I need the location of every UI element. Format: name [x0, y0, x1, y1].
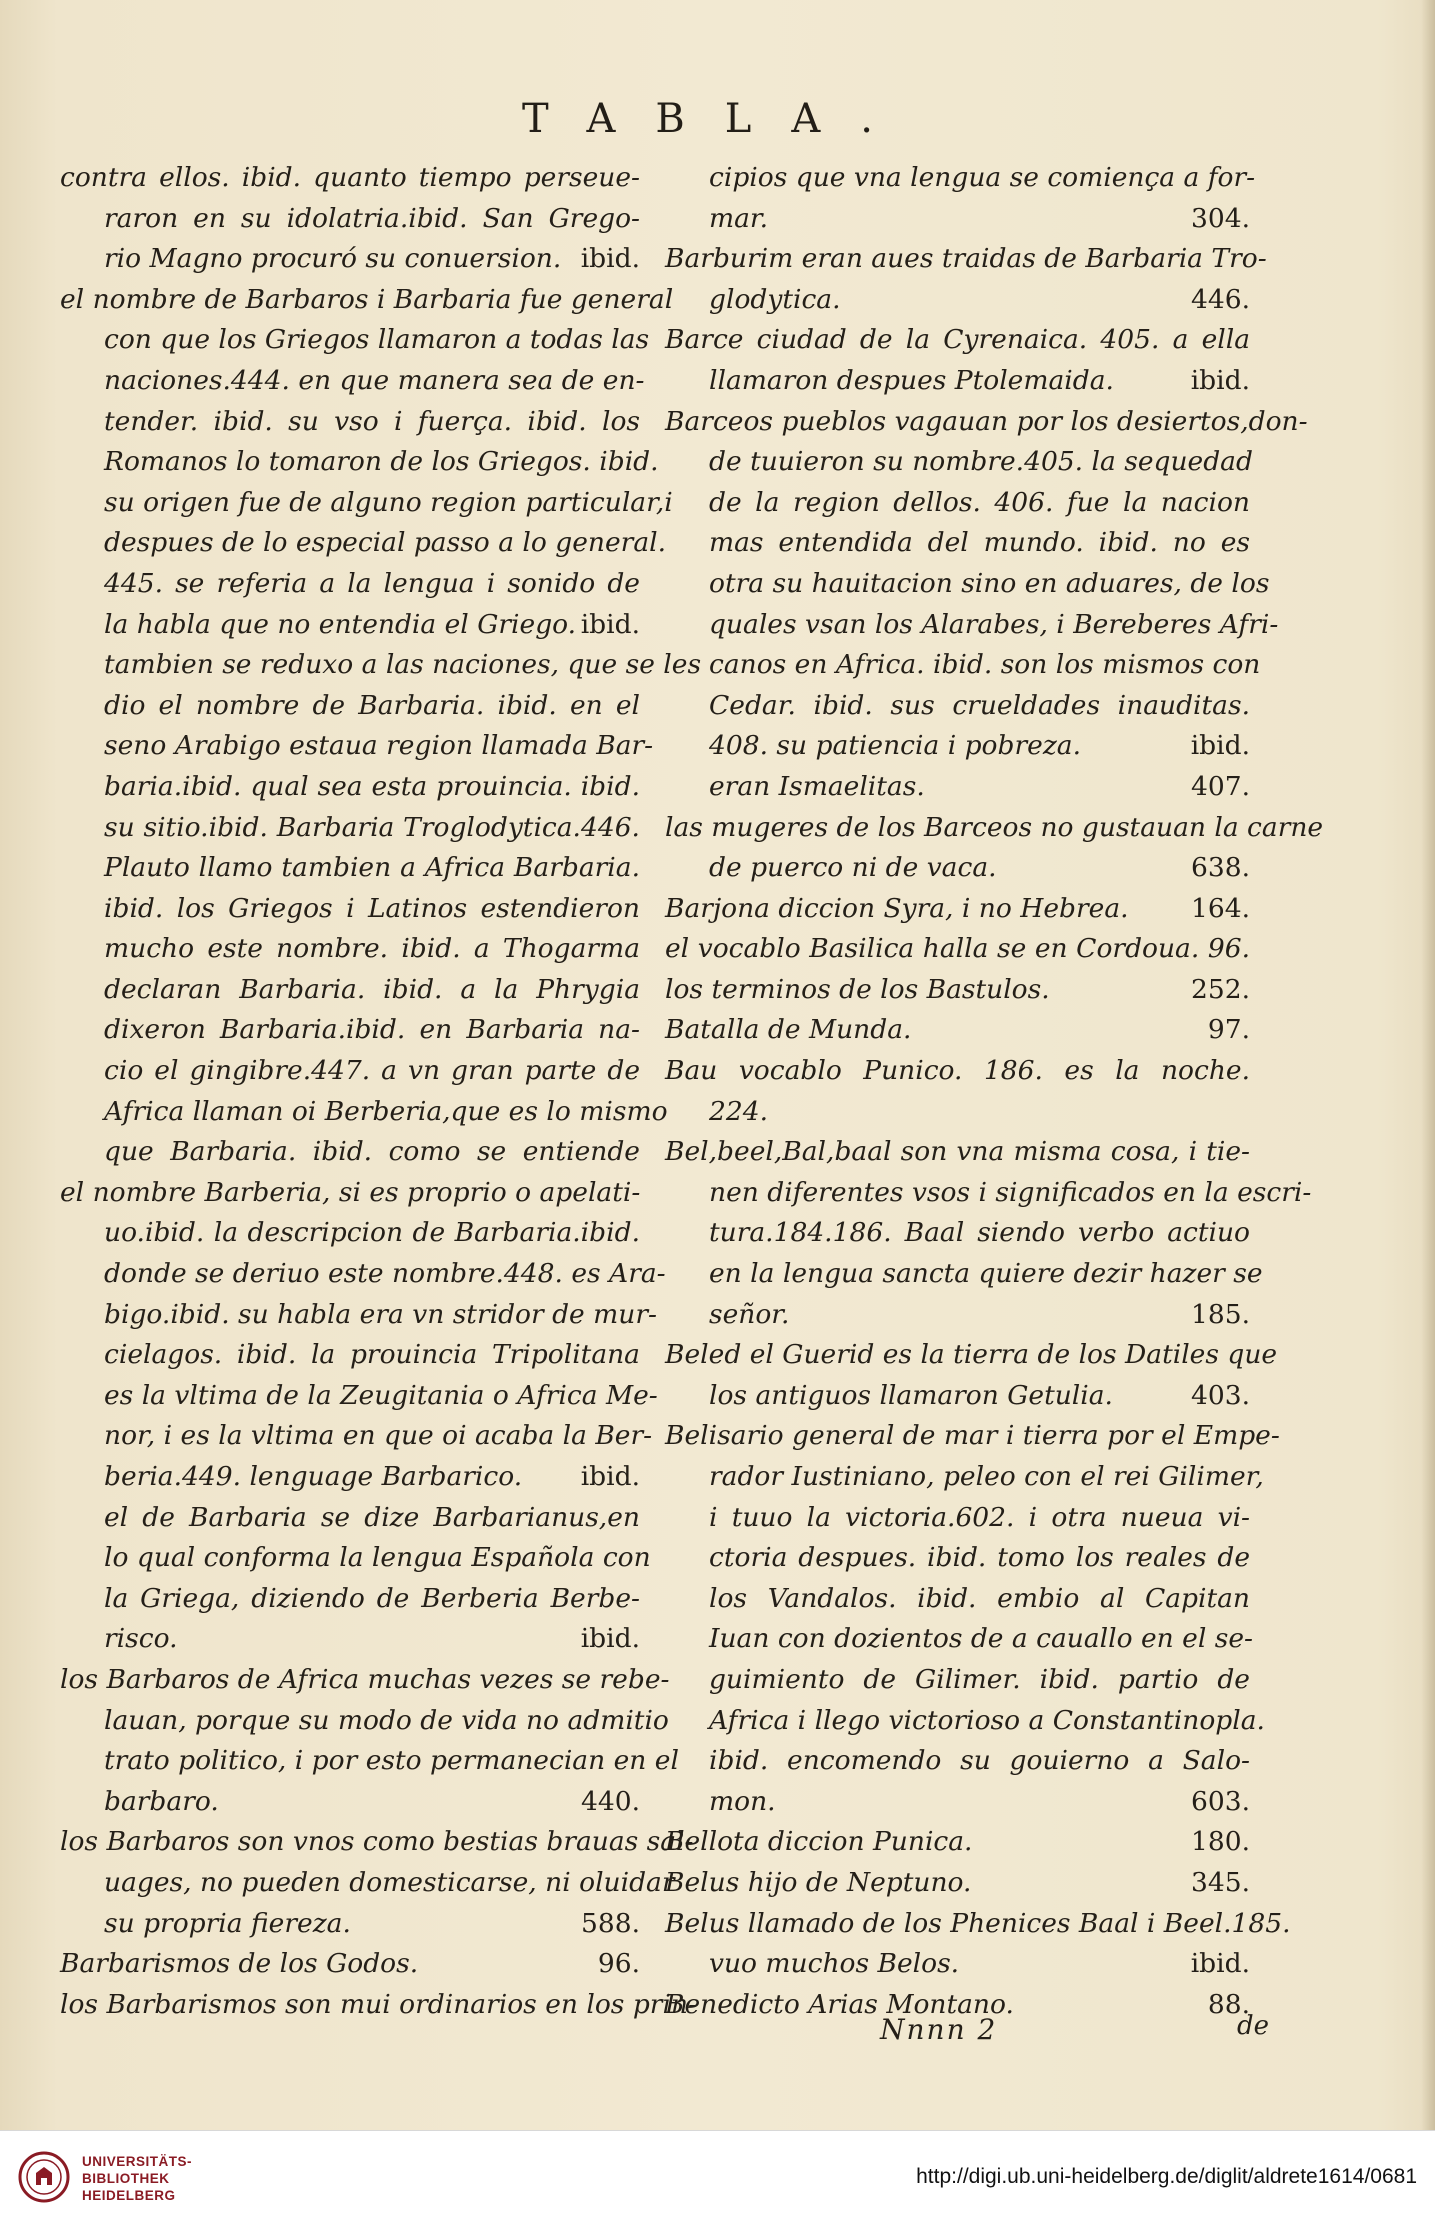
left-column-line: cielagos. ibid. la prouincia Tripolitana — [104, 1339, 640, 1371]
right-column-line: en la lengua sancta quiere dezir hazer se — [709, 1258, 1263, 1290]
left-column-line: que Barbaria. ibid. como se entiende — [104, 1136, 640, 1168]
right-column-line: Belus hijo de Neptuno. 345. — [665, 1866, 1250, 1898]
right-column-line: de tuuieron su nombre.405. la sequedad — [709, 446, 1253, 478]
left-column-line: barbaro. 440. — [104, 1785, 640, 1817]
right-column-line: quales vsan los Alarabes, i Bereberes Afri- — [709, 608, 1279, 640]
left-column-line: los Barbaros son vnos como bestias brauas sal- — [60, 1826, 694, 1858]
right-column-line: Barceos pueblos vagauan por los desiertos,don- — [665, 405, 1308, 437]
right-column-line: señor. 185. — [709, 1298, 1250, 1330]
right-column-line: Barjona diccion Syra, i no Hebrea. 164. — [665, 892, 1250, 924]
left-column-line: donde se deriuo este nombre.448. es Ara- — [104, 1258, 666, 1290]
right-column-line: mon. 603. — [709, 1785, 1250, 1817]
page-header-title: TABLA. — [522, 96, 913, 142]
left-column-line: dixeron Barbaria.ibid. en Barbaria na- — [104, 1014, 640, 1046]
left-column-line: el nombre de Barbaros i Barbaria fue general — [60, 283, 674, 315]
left-column-line: Barbarismos de los Godos. 96. — [60, 1948, 640, 1980]
left-column-line: tender. ibid. su vso i fuerça. ibid. los — [104, 405, 640, 437]
logo-line-3: HEIDELBERG — [82, 2188, 176, 2203]
left-column-line: naciones.444. en que manera sea de en- — [104, 364, 645, 396]
left-column-line: despues de lo especial passo a lo general. — [104, 527, 667, 559]
left-column-line: contra ellos. ibid. quanto tiempo perseue- — [60, 162, 640, 193]
right-column-line: eran Ismaelitas. 407. — [709, 770, 1250, 802]
left-column-line: cio el gingibre.447. a vn gran parte de — [104, 1055, 640, 1087]
left-column-line: su propria fiereza. 588. — [104, 1907, 640, 1939]
right-column-line: canos en Africa. ibid. son los mismos con — [709, 649, 1261, 681]
left-column-line: risco. ibid. — [104, 1623, 640, 1655]
left-column-line: nor, i es la vltima en que oi acaba la Ber- — [104, 1420, 653, 1452]
left-column-line: el de Barbaria se dize Barbarianus,en — [104, 1501, 640, 1533]
left-column-line: lo qual conforma la lengua Española con — [104, 1542, 651, 1574]
right-column-line: Barburim eran aues traidas de Barbaria Tro- — [665, 243, 1267, 275]
left-column-line: Africa llaman oi Berberia,que es lo mismo — [104, 1095, 668, 1127]
logo-line-1: UNIVERSITÄTS- — [82, 2154, 193, 2169]
left-column-line: su sitio.ibid. Barbaria Troglodytica.446. — [104, 811, 640, 843]
left-column-line: los Barbarismos son mui ordinarios en los prin- — [60, 1988, 697, 2020]
left-column-line: mucho este nombre. ibid. a Thogarma — [104, 933, 640, 965]
left-column-line: seno Arabigo estaua region llamada Bar- — [104, 730, 654, 762]
index-column-right — [665, 158, 1324, 2025]
left-column-line: rio Magno procuró su conuersion. ibid. — [104, 243, 640, 275]
right-column-line: Batalla de Munda. 97. — [665, 1014, 1250, 1046]
left-column-line: bigo.ibid. su habla era vn stridor de mur- — [104, 1298, 657, 1330]
right-column-line: tura.184.186. Baal siendo verbo actiuo — [709, 1217, 1250, 1249]
left-column-line: 445. se referia a la lengua i sonido de — [104, 567, 640, 599]
right-column-line: de la region dellos. 406. fue la nacion — [709, 486, 1250, 518]
left-column-line: baria.ibid. qual sea esta prouincia. ibid. — [104, 770, 640, 802]
index-column-left — [60, 158, 702, 2025]
left-column-line: lauan, porque su modo de vida no admitio — [104, 1704, 669, 1736]
left-column-line: raron en su idolatria.ibid. San Grego- — [104, 202, 640, 234]
right-column-line: mar. 304. — [709, 202, 1250, 234]
right-column-line: las mugeres de los Barceos no gustauan la carne — [665, 811, 1324, 843]
left-column-line: es la vltima de la Zeugitania o Africa Me- — [104, 1379, 658, 1411]
right-column-line: los Vandalos. ibid. embio al Capitan — [709, 1582, 1250, 1614]
right-column-line: Africa i llego victorioso a Constantinopla. — [709, 1704, 1265, 1736]
right-column-line: guimiento de Gilimer. ibid. partio de — [709, 1663, 1250, 1695]
left-column-line: con que los Griegos llamaron a todas las — [104, 324, 650, 356]
right-column-line: otra su hauitacion sino en aduares, de los — [709, 567, 1270, 599]
right-column-line: Bel,beel,Bal,baal son vna misma cosa, i tie- — [665, 1136, 1250, 1168]
right-column-line: Barce ciudad de la Cyrenaica. 405. a ella — [665, 324, 1250, 356]
right-column-line: i tuuo la victoria.602. i otra nueua vi- — [709, 1501, 1250, 1533]
left-column-line: uages, no pueden domesticarse, ni oluidar — [104, 1866, 675, 1898]
left-column-line: los Barbaros de Africa muchas vezes se rebe- — [60, 1663, 670, 1695]
right-column-line: los antiguos llamaron Getulia. 403. — [709, 1379, 1250, 1411]
right-column-line: cipios que vna lengua se comiença a for- — [709, 162, 1256, 193]
right-column-line: ctoria despues. ibid. tomo los reales de — [709, 1542, 1250, 1574]
right-column-line: mas entendida del mundo. ibid. no es — [709, 527, 1250, 559]
right-column-line: llamaron despues Ptolemaida. ibid. — [709, 364, 1250, 396]
left-column-line: declaran Barbaria. ibid. a la Phrygia — [104, 973, 640, 1005]
left-column-line: tambien se reduxo a las naciones, que se les — [104, 649, 702, 681]
left-column-line: el nombre Barberia, si es proprio o apelati- — [60, 1176, 641, 1208]
right-column-line: Bau vocablo Punico. 186. es la noche. — [665, 1055, 1250, 1087]
left-column-line: ibid. los Griegos i Latinos estendieron — [104, 892, 640, 924]
right-column-line: vuo muchos Belos. ibid. — [709, 1948, 1250, 1980]
viewer-footer-bar — [0, 2130, 1435, 2236]
right-column-line: 224. — [709, 1095, 769, 1127]
right-column-line: 408. su patiencia i pobreza. ibid. — [709, 730, 1250, 762]
right-column-line: Benedicto Arias Montano. 88. — [665, 1988, 1250, 2020]
left-column-line: uo.ibid. la descripcion de Barbaria.ibid. — [104, 1217, 640, 1249]
left-column-line: dio el nombre de Barbaria. ibid. en el — [104, 689, 640, 721]
left-column-line: la habla que no entendia el Griego. ibid. — [104, 608, 640, 640]
left-column-line: trato politico, i por esto permanecian en el — [104, 1745, 679, 1777]
right-column-line: rador Iustiniano, peleo con el rei Gilimer, — [709, 1461, 1264, 1492]
left-column-line: su origen fue de alguno region particular,i — [104, 486, 673, 518]
left-column-line: beria.449. lenguage Barbarico. ibid. — [104, 1461, 640, 1492]
right-column-line: los terminos de los Bastulos. 252. — [665, 973, 1250, 1005]
right-column-line: ibid. encomendo su gouierno a Salo- — [709, 1745, 1250, 1777]
left-column-line: Plauto llamo tambien a Africa Barbaria. — [104, 852, 640, 884]
right-column-line: Belus llamado de los Phenices Baal i Beel.185. — [665, 1907, 1291, 1939]
right-column-line: Bellota diccion Punica. 180. — [665, 1826, 1250, 1858]
right-column-line: nen diferentes vsos i significados en la escri- — [709, 1176, 1312, 1208]
right-column-line: el vocablo Basilica halla se en Cordoua. 96. — [665, 933, 1250, 965]
right-column-line: glodytica. 446. — [709, 283, 1250, 315]
permalink-url[interactable]: http://digi.ub.uni-heidelberg.de/diglit/aldrete1614/0681 — [916, 2165, 1417, 2188]
catchword: de — [1237, 2011, 1270, 2041]
left-column-line: la Griega, diziendo de Berberia Berbe- — [104, 1582, 640, 1614]
right-column-line: Belisario general de mar i tierra por el Empe- — [665, 1420, 1280, 1452]
university-seal-icon — [18, 2151, 70, 2203]
library-logo-text[interactable] — [82, 2153, 192, 2204]
logo-line-2: BIBLIOTHEK — [82, 2171, 170, 2186]
right-column-line: Cedar. ibid. sus crueldades inauditas. — [709, 689, 1250, 721]
right-column-line: de puerco ni de vaca. 638. — [709, 852, 1250, 884]
right-column-line: Iuan con dozientos de a cauallo en el se- — [709, 1623, 1253, 1655]
right-column-line: Beled el Guerid es la tierra de los Datiles que — [665, 1339, 1278, 1371]
signature-mark: Nnnn 2 — [880, 2013, 998, 2046]
left-column-line: Romanos lo tomaron de los Griegos. ibid. — [104, 446, 659, 478]
